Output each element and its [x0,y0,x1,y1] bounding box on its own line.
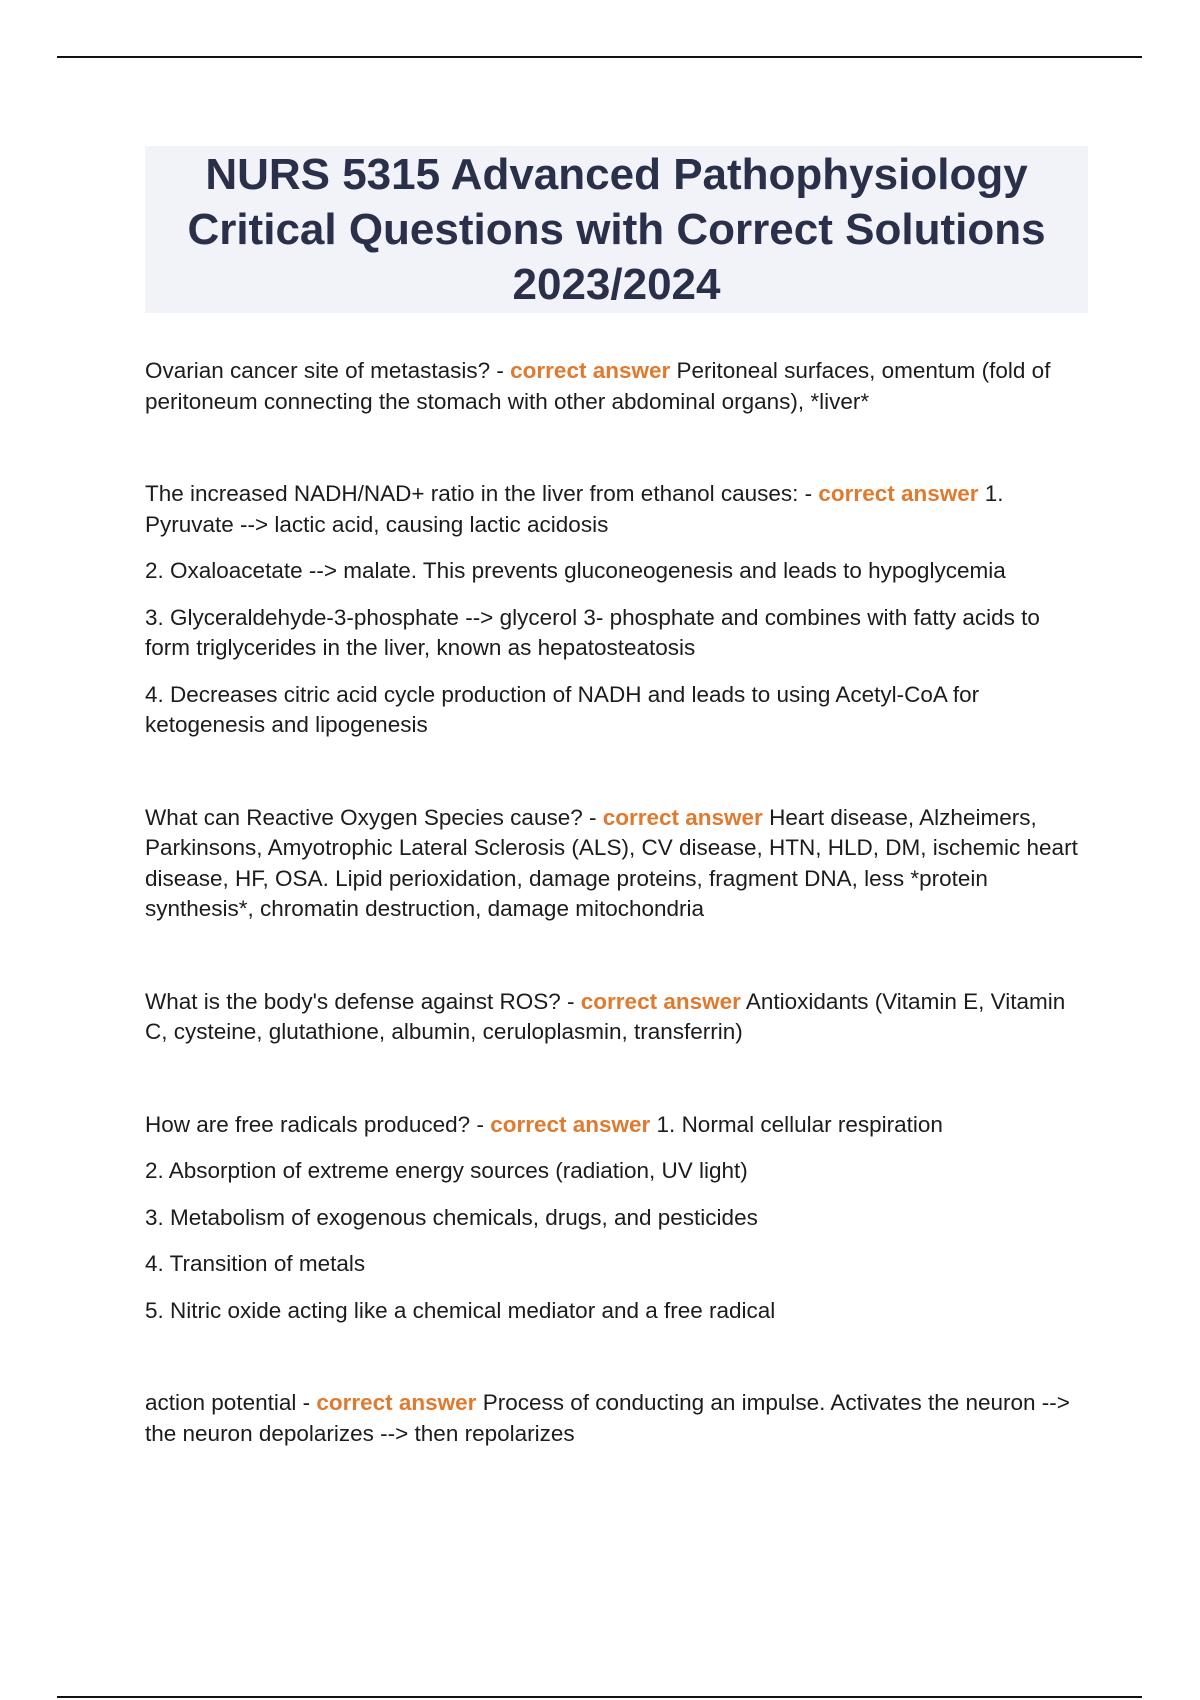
question-text: How are free radicals produced? [145,1111,471,1137]
qa-first-line [145,479,1090,540]
question-text: What is the body's defense against ROS? [145,988,561,1014]
answer-list-line: 3. Metabolism of exogenous chemicals, drugs, and pesticides [145,1204,758,1230]
separator: - [470,1111,491,1137]
question-text: What can Reactive Oxygen Species cause? [145,804,583,830]
qa-item [145,987,1090,1048]
answer-text: Heart disease, Alzheimers, Parkinsons, Amyotrophic Lateral Sclerosis (ALS), CV disease, HTN, HLD, DM, ischemic heart disease, HF, OSA. Lipid perioxidation, damage proteins, fragment DNA, less *protein synthesis*, chromatin destruction, damage mitochondria [145,804,1078,921]
correct-answer-label: correct answer [490,1111,651,1137]
separator: - [798,481,819,506]
qa-first-line [145,1388,1090,1449]
answer-list-line: 4. Decreases citric acid cycle production of NADH and leads to using Acetyl-CoA for ketogenesis and lipogenesis [145,681,980,737]
correct-answer-label: correct answer [580,988,741,1014]
answer-text: Peritoneal surfaces, omentum (fold of peritoneum connecting the stomach with other abdominal organs), *liver* [145,358,1051,414]
correct-answer-label: correct answer [818,481,979,506]
separator: - [582,804,603,830]
question-text: The increased NADH/NAD+ ratio in the liver from ethanol causes: [145,481,799,506]
qa-item [145,1110,1090,1327]
qa-first-line [145,803,1090,925]
answer-text: Process of conducting an impulse. Activates the neuron --> the neuron depolarizes --> then repolarizes [145,1390,1070,1446]
qa-item [145,479,1090,741]
document-title: NURS 5315 Advanced Pathophysiology Critical Questions with Correct Solutions 2023/2024 [187,150,1046,309]
question-text: action potential [145,1390,297,1415]
bottom-rule [57,1696,1142,1698]
qa-list [145,356,1090,1511]
answer-text: 1. Normal cellular respiration [656,1111,943,1137]
correct-answer-label: correct answer [316,1390,477,1415]
answer-list-line: 5. Nitric oxide acting like a chemical mediator and a free radical [145,1297,776,1323]
answer-list-line: 2. Oxaloacetate --> malate. This prevents gluconeogenesis and leads to hypoglycemia [145,558,1006,583]
qa-item [145,356,1090,417]
answer-list-line: 2. Absorption of extreme energy sources (radiation, UV light) [145,1158,748,1183]
answer-list-line: 4. Transition of metals [145,1251,366,1276]
answer-list-line: 3. Glyceraldehyde-3-phosphate --> glycerol 3- phosphate and combines with fatty acids to form triglycerides in the liver, known as hepatosteatosis [145,604,1040,660]
separator: - [296,1390,317,1415]
correct-answer-label: correct answer [602,804,763,830]
qa-first-line [145,1110,1090,1141]
correct-answer-label: correct answer [510,358,671,383]
title-banner [145,146,1088,313]
qa-item [145,1388,1090,1449]
top-rule [57,56,1142,58]
qa-item [145,803,1090,925]
qa-first-line [145,987,1090,1048]
separator: - [490,358,511,383]
answer-text: Antioxidants (Vitamin E, Vitamin C, cysteine, glutathione, albumin, ceruloplasmin, transferrin) [145,988,1066,1044]
qa-first-line [145,356,1090,417]
question-text: Ovarian cancer site of metastasis? [145,358,491,383]
answer-text: 1. Pyruvate --> lactic acid, causing lactic acidosis [145,481,1004,537]
separator: - [560,988,581,1014]
